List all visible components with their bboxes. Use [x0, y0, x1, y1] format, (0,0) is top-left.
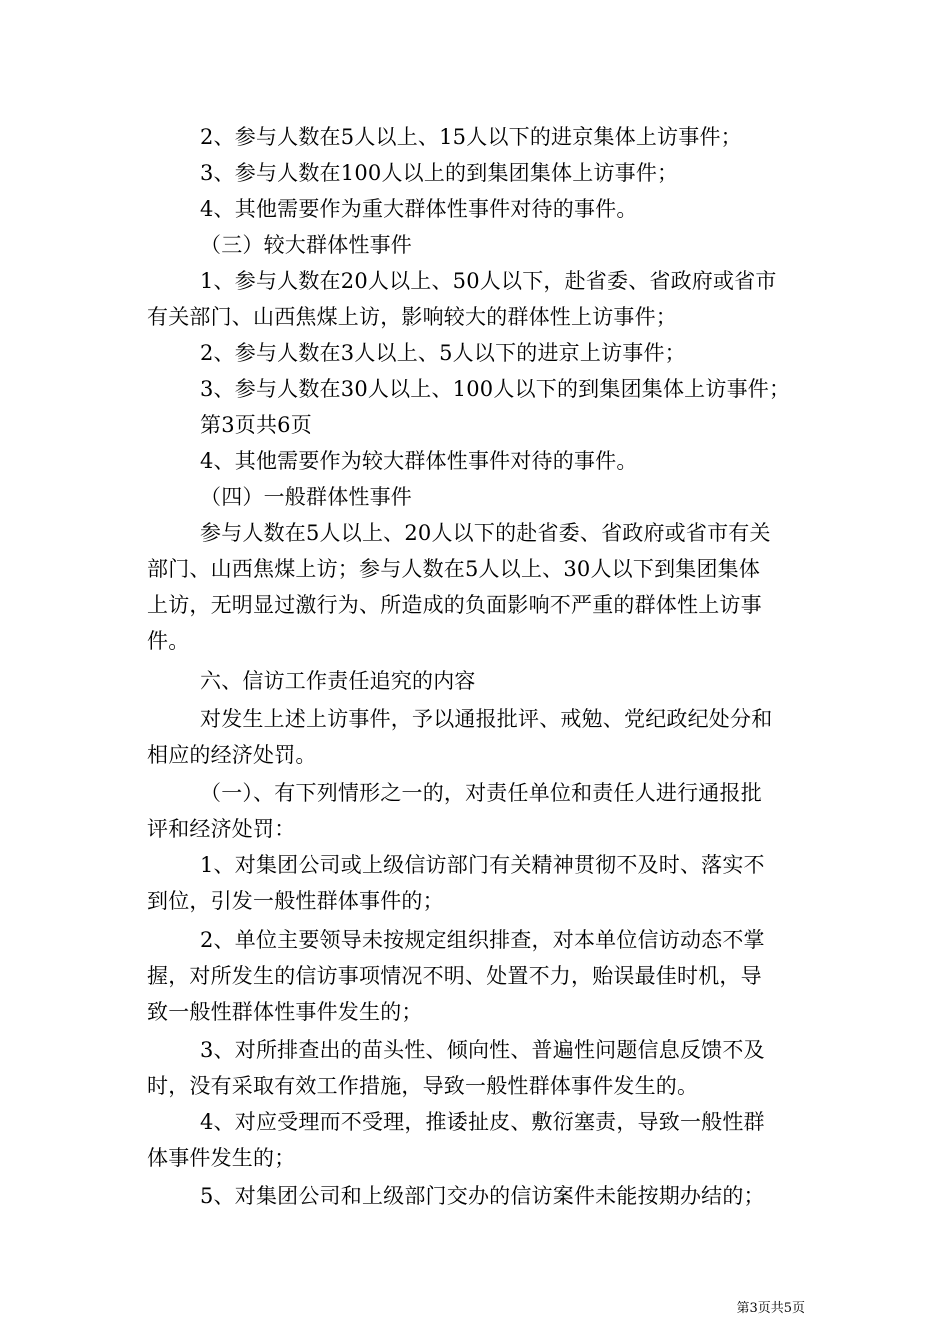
text-line: 3、参与人数在30人以上、100人以下的到集团集体上访事件；	[200, 377, 791, 401]
text-line: 4、其他需要作为较大群体性事件对待的事件。	[200, 449, 638, 473]
text-line: 时，没有采取有效工作措施，导致一般性群体事件发生的。	[147, 1074, 699, 1098]
section-heading: （一）、有下列情形之一的，对责任单位和责任人进行通报批	[200, 781, 762, 805]
text-line: 有关部门、山西焦煤上访，影响较大的群体性上访事件；	[147, 305, 677, 329]
text-line: 1、对集团公司或上级信访部门有关精神贯彻不及时、落实不	[200, 853, 765, 877]
text-line: 握，对所发生的信访事项情况不明、处置不力，贻误最佳时机，导	[147, 964, 762, 988]
text-line: 5、对集团公司和上级部门交办的信访案件未能按期办结的；	[200, 1184, 765, 1208]
text-line: 参与人数在5人以上、20人以下的赴省委、省政府或省市有关	[200, 521, 771, 545]
section-heading: 六、信访工作责任追究的内容	[200, 669, 476, 693]
text-line: 到位，引发一般性群体事件的；	[147, 889, 444, 913]
inline-page-marker: 第3页共6页	[200, 413, 312, 437]
text-line: 评和经济处罚：	[147, 817, 296, 841]
section-heading: （四）一般群体性事件	[200, 485, 412, 509]
text-line: 4、其他需要作为重大群体性事件对待的事件。	[200, 197, 638, 221]
text-line: 3、参与人数在100人以上的到集团集体上访事件；	[200, 161, 679, 185]
text-line: 上访，无明显过激行为、所造成的负面影响不严重的群体性上访事	[147, 593, 762, 617]
text-line: 致一般性群体性事件发生的；	[147, 1000, 423, 1024]
text-line: 2、参与人数在3人以上、5人以下的进京上访事件；	[200, 341, 686, 365]
text-line: 部门、山西焦煤上访；参与人数在5人以上、30人以下到集团集体	[147, 557, 761, 581]
text-line: 对发生上述上访事件，予以通报批评、戒勉、党纪政纪处分和	[200, 707, 773, 731]
text-line: 相应的经济处罚。	[147, 743, 317, 767]
section-heading: （三）较大群体性事件	[200, 233, 412, 257]
text-line: 2、参与人数在5人以上、15人以下的进京集体上访事件；	[200, 125, 742, 149]
text-line: 体事件发生的；	[147, 1146, 296, 1170]
page-footer: 第3页共5页	[736, 1301, 805, 1316]
text-line: 1、参与人数在20人以上、50人以下，赴省委、省政府或省市	[200, 269, 777, 293]
text-line: 件。	[147, 629, 190, 653]
text-line: 4、对应受理而不受理，推诿扯皮、敷衍塞责，导致一般性群	[200, 1110, 765, 1134]
text-line: 2、单位主要领导未按规定组织排查，对本单位信访动态不掌	[200, 928, 765, 952]
text-line: 3、对所排查出的苗头性、倾向性、普遍性问题信息反馈不及	[200, 1038, 765, 1062]
